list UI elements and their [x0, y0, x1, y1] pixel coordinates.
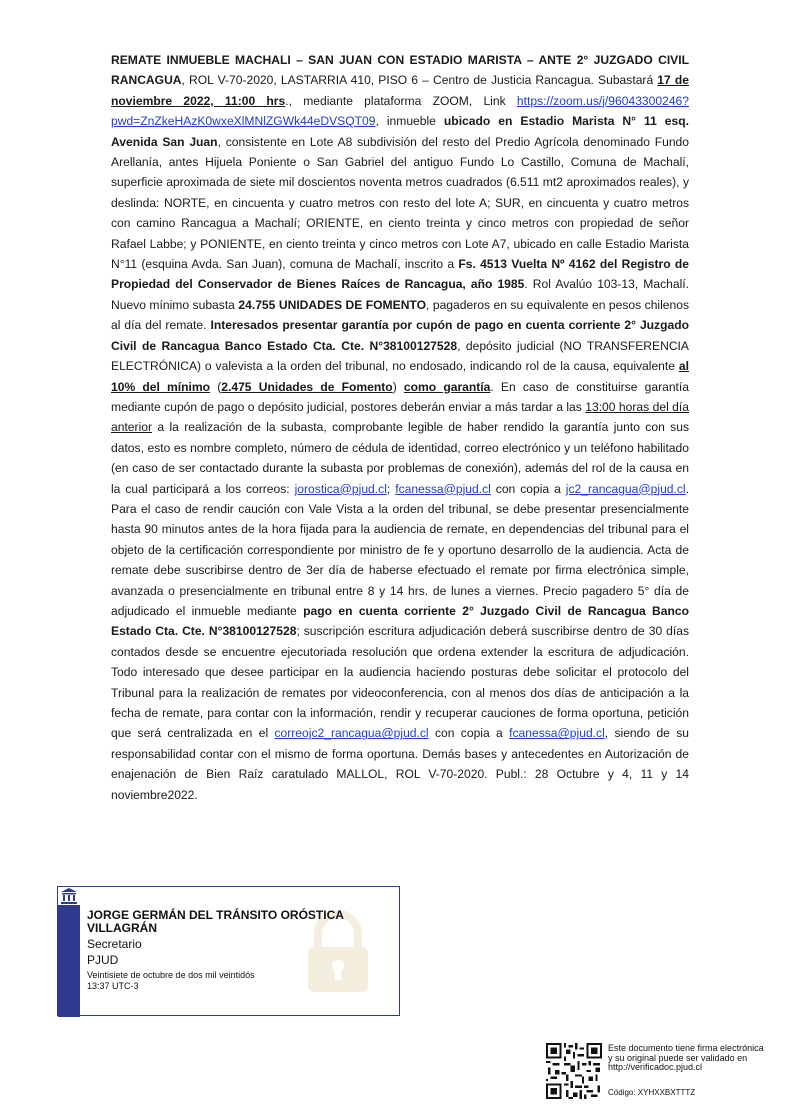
notice-title: REMATE INMUEBLE MACHALI – SAN JUAN CON ESTADIO MARISTA – ANTE 2° JUZGADO CIVIL RANCAGUA	[111, 53, 689, 88]
notice-text: a la realización de la subasta, comprobante legible de haber rendido la garantía junto con sus datos, esto es nombre completo, número de cédula de identidad, correo electrónico y un teléfono habilitado (en caso de ser contactado durante la subasta por problemas de conexión), además del rol de la causa en la cual participará a los correos:	[111, 420, 689, 496]
notice-text: ; suscripción escritura adjudicación deberá suscribirse dentro de 30 días contados desde se encuentre ejecutoriada resolución que ordena extender la escritura de adjudicación. Todo interesado que desee participar en la audiencia haciendo posturas debe solicitar el protocolo del Tribunal para la realización de remates por videoconferencia, con al menos dos días de anticipación a la fecha de remate, para contar con la información, rendir y recuperar cauciones de forma oportuna, petición que será centralizada en el	[111, 624, 689, 741]
notice-text: , siendo de su responsabilidad contar con el mismo de forma oportuna. Demás bases y antecedentes en Autorización de enajenación de Bien Raíz caratulado MALLOL, ROL V-70-2020. Publ.: 28 Octubre y 4, 11 y 14 noviembre2022.	[111, 726, 690, 802]
qr-code-icon	[546, 1043, 602, 1099]
auction-datetime: 17 de noviembre 2022, 11:00 hrs	[111, 73, 689, 108]
notice-text: , pagaderos en su equivalente en pesos chilenos al día del remate.	[111, 297, 690, 333]
verification-code: Código: XYHXXBXTTTZ	[608, 1088, 696, 1097]
notice-text: (	[210, 379, 222, 394]
guarantee-account: Interesados presentar garantía por cupón de pago en cuenta corriente 2° Juzgado Civil de Rancagua Banco Estado Cta. Cte. N°38100127528	[111, 318, 689, 353]
notice-text: . Para el caso de rendir caución con Vale Vista a la orden del tribunal, se debe presentar presencialmente hasta 90 minutos antes de la hora fijada para la audiencia de remate, en dependencias del tribunal para el objeto de la certificación correspondiente por ministro de fe y oportuno desarrollo de la audiencia. Acta de remate debe suscribirse dentro de 3er día de haberse efectuado el remate por firma electrónica simple, avanzada o presencialmente en tribunal entre 8 y 14 hrs. de lunes a viernes. Precio pagadero 5° día de adjudicado el inmueble mediante	[111, 481, 689, 618]
verification-line-1: Este documento tiene firma electrónica	[608, 1043, 764, 1053]
notice-text: ;	[386, 481, 396, 496]
signature-box	[57, 886, 400, 1016]
as-guarantee: como garantía	[403, 379, 491, 394]
signer-name: JORGE GERMÁN DEL TRÁNSITO ORÓSTICA VILLAGRÁN	[87, 908, 344, 935]
deadline: 13:00 horas del día anterior	[111, 399, 689, 435]
signer-role: Secretario	[87, 937, 142, 951]
email-link-jorostica[interactable]: jorostica@pjud.cl	[294, 481, 387, 496]
auction-notice	[111, 50, 689, 805]
signer-organization: PJUD	[87, 953, 119, 967]
notice-text: )	[392, 379, 404, 394]
signature-time: 13:37 UTC-3	[87, 981, 139, 991]
signature-details	[87, 909, 397, 992]
email-link-jc2-rancagua[interactable]: jc2_rancagua@pjud.cl	[565, 481, 686, 496]
verification-line-2: y su original puede ser validado en	[608, 1052, 748, 1063]
verification-url[interactable]: http://verificadoc.pjud.cl	[608, 1062, 703, 1072]
ten-percent: al 10% del mínimo	[111, 359, 689, 394]
guarantee-uf: 2.475 Unidades de Fomento	[221, 379, 393, 394]
property-location: ubicado en Estadio Marista N° 11 esq. Avenida San Juan	[111, 114, 689, 149]
zoom-link[interactable]: https://zoom.us/j/96043300246?pwd=ZnZkeHAzK0wxeXlMNlZGWk44eDVSQT09	[111, 93, 689, 129]
notice-text: , inmueble	[375, 114, 444, 129]
notice-text: . En caso de constituirse garantía mediante cupón de pago o depósito judicial, postores deberán enviar a más tardar a las	[111, 379, 689, 414]
email-link-fcanessa-2[interactable]: fcanessa@pjud.cl	[509, 726, 605, 741]
notice-text: , ROL V-70-2020, LASTARRIA 410, PISO 6 – Centro de Justicia Rancagua. Subastará	[181, 73, 658, 88]
notice-text: , consistente en Lote A8 subdivisión del resto del Predio Agrícola denominado Fundo Arellanía, antes Hijuela Poniente o San Gabriel del antiguo Fundo Lo Castillo, Comuna de Machalí, superficie aproximada de siete mil doscientos noventa metros cuadrados (6.511 mt2 aproximados reales), y deslinda: NORTE, en cincuenta y cuatro metros con resto del lote A; SUR, en cincuenta y cuatro metros con camino Rancagua a Machalí; ORIENTE, en ciento treinta y cinco metros con propiedad de señor Rafael Labbe; y PONIENTE, en ciento treinta y cinco metros con Lote A7, ubicado en calle Estadio Marista N°11 (esquina Avda. San Juan), comuna de Machalí, inscrito a	[111, 134, 690, 272]
courthouse-icon	[60, 887, 78, 905]
email-link-fcanessa[interactable]: fcanessa@pjud.cl	[395, 481, 491, 496]
email-link-correojc2[interactable]: correojc2_rancagua@pjud.cl	[274, 726, 429, 741]
minimum-bid: 24.755 UNIDADES DE FOMENTO	[238, 297, 427, 312]
verification-block	[546, 1043, 796, 1103]
notice-text: con copia a	[428, 726, 510, 741]
notice-text: ., mediante plataforma ZOOM, Link	[285, 93, 517, 108]
notice-text: con copia a	[490, 481, 566, 496]
signature-accent-bar	[58, 905, 80, 1017]
payment-account: pago en cuenta corriente 2° Juzgado Civil de Rancagua Banco Estado Cta. Cte. N°38100127528	[111, 603, 690, 639]
verification-text	[608, 1044, 798, 1073]
signature-date: Veintisiete de octubre de dos mil veintidós	[87, 970, 255, 980]
registry-reference: Fs. 4513 Vuelta Nº 4162 del Registro de Propiedad del Conservador de Bienes Raíces de Rancagua, año 1985	[111, 257, 689, 292]
notice-text: . Rol Avalúo 103-13, Machalí. Nuevo mínimo subasta	[111, 277, 689, 312]
notice-text: , depósito judicial (NO TRANSFERENCIA ELECTRÓNICA) o valevista a la orden del tribunal, no endosado, indicando rol de la causa, equivalente	[111, 338, 689, 374]
